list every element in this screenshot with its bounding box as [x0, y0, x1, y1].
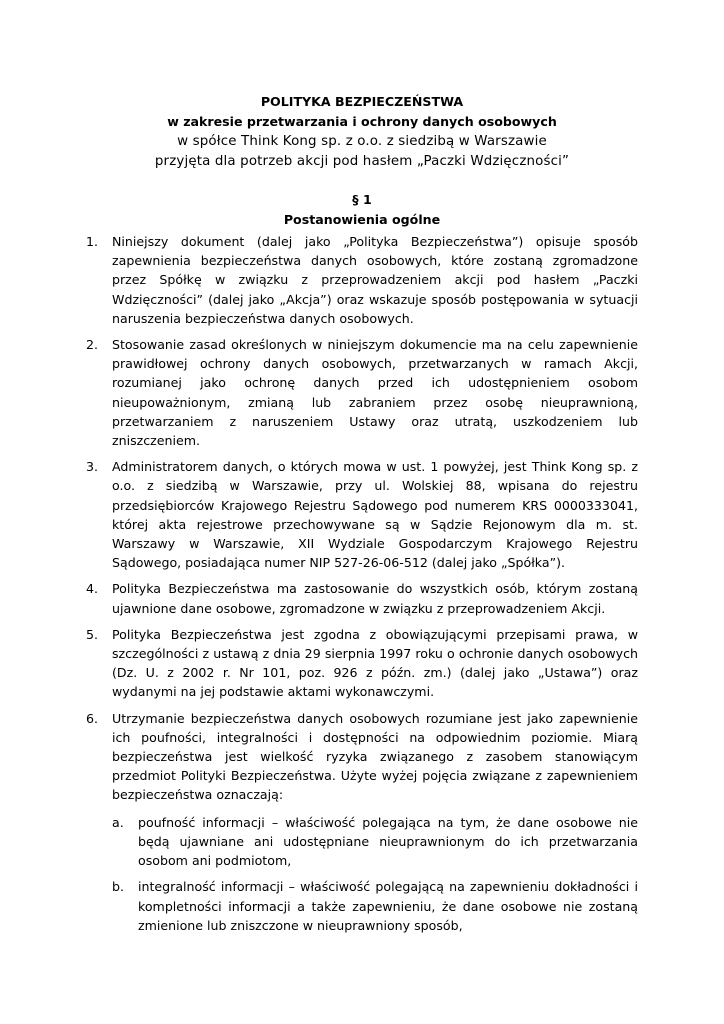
list-item-text: Polityka Bezpieczeństwa jest zgodna z obowiązującymi przepisami prawa, w szczególności z ustawą z dnia 29 sierpnia 1997 roku o ochronie danych osobowych (Dz. U. z 2002 r. Nr 101, poz. 926 z późn. zm.) (dalej jako „Ustawa”) oraz wydanymi na jej podstawie aktami wykonawczymi.	[112, 626, 638, 700]
list-item	[86, 232, 638, 328]
list-item-number: 6.	[86, 710, 99, 726]
list-item	[86, 457, 638, 572]
list-item-number: 1.	[86, 234, 99, 249]
sub-list-item-letter: b.	[112, 879, 124, 895]
sub-list	[112, 813, 638, 935]
list-item	[86, 625, 638, 702]
sub-list-item	[112, 877, 638, 935]
section-heading	[0, 190, 724, 230]
sub-list-item	[112, 813, 638, 871]
section-title: Postanowienia ogólne	[283, 212, 441, 227]
list-item-text: Stosowanie zasad określonych w niniejszym dokumencie ma na celu zapewnienie prawidłowej ochrony danych osobowych, przetwarzanych w ramach Akcji, rozumianej jako ochronę danych przed ich udostępnieniem osobom nieupoważnionym, zmianą lub zabraniem przez osobę nieuprawnioną, przetwarzaniem z naruszeniem Ustawy oraz utratą, uszkodzeniem lub zniszczeniem.	[112, 337, 638, 449]
sub-list-item-text: integralność informacji – właściwość polegającą na zapewnieniu dokładności i kompletności informacji a także zapewnieniu, że dane osobowe nie zostaną zmienione lub zniszczone w nieuprawniony sposób,	[138, 879, 638, 933]
list-item-number: 3.	[86, 459, 99, 475]
document-title: POLITYKA BEZPIECZEŃSTWA	[260, 94, 464, 109]
document-subtitle: w zakresie przetwarzania i ochrony danych osobowych	[167, 114, 557, 129]
list-item	[86, 709, 638, 935]
list-item-number: 4.	[86, 581, 99, 597]
section-number: § 1	[352, 192, 372, 207]
list-item	[86, 579, 638, 617]
list-item-number: 2.	[86, 337, 99, 353]
list-item-text: Administratorem danych, o których mowa w ust. 1 powyżej, jest Think Kong sp. z o.o. z siedzibą w Warszawie, przy ul. Wolskiej 88, wpisana do rejestru przedsiębiorców Krajowego Rejestru Sądowego pod numerem KRS 0000333041, której akta rejestrowe przechowywane są w Sądzie Rejonowym dla m. st. Warszawy w Warszawie, XII Wydziale Gospodarczym Krajowego Rejestru Sądowego, posiadająca numer NIP 527-26-06-512 (dalej jako „Spółka”).	[112, 459, 638, 571]
list-item	[86, 335, 638, 450]
sub-list-item-text: poufność informacji – właściwość polegająca na tym, że dane osobowe nie będą ujawniane ani udostępniane nieuprawnionym do ich przetwarzania osobom ani podmiotom,	[138, 814, 638, 869]
list-item-number: 5.	[86, 626, 99, 642]
document-purpose-line: przyjęta dla potrzeb akcji pod hasłem „Paczki Wdzięczności”	[154, 154, 570, 169]
sub-list-item-letter: a.	[112, 814, 124, 830]
list-item-text: Polityka Bezpieczeństwa ma zastosowanie do wszystkich osób, którym zostaną ujawnione dane osobowe, zgromadzone w związku z przeprowadzeniem Akcji.	[112, 581, 638, 616]
document-header	[0, 92, 724, 172]
list-item-text: Utrzymanie bezpieczeństwa danych osobowych rozumiane jest jako zapewnienie ich poufności, integralności i dostępności na odpowiednim poziomie. Miarą bezpieczeństwa jest wielkość ryzyka związanego z zasobem stanowiącym przedmiot Polityki Bezpieczeństwa. Użyte wyżej pojęcia związane z zapewnieniem bezpieczeństwa oznaczają:	[112, 710, 638, 803]
provisions-list	[86, 232, 638, 942]
list-item-text: Niniejszy dokument (dalej jako „Polityka Bezpieczeństwa”) opisuje sposób zapewnienia bezpieczeństwa danych osobowych, które zostaną zgromadzone przez Spółkę w związku z przeprowadzeniem akcji pod hasłem „Paczki Wdzięczności” (dalej jako „Akcja”) oraz wskazuje sposób postępowania w sytuacji naruszenia bezpieczeństwa danych osobowych.	[112, 234, 638, 326]
document-company-line: w spółce Think Kong sp. z o.o. z siedzibą w Warszawie	[177, 134, 547, 149]
